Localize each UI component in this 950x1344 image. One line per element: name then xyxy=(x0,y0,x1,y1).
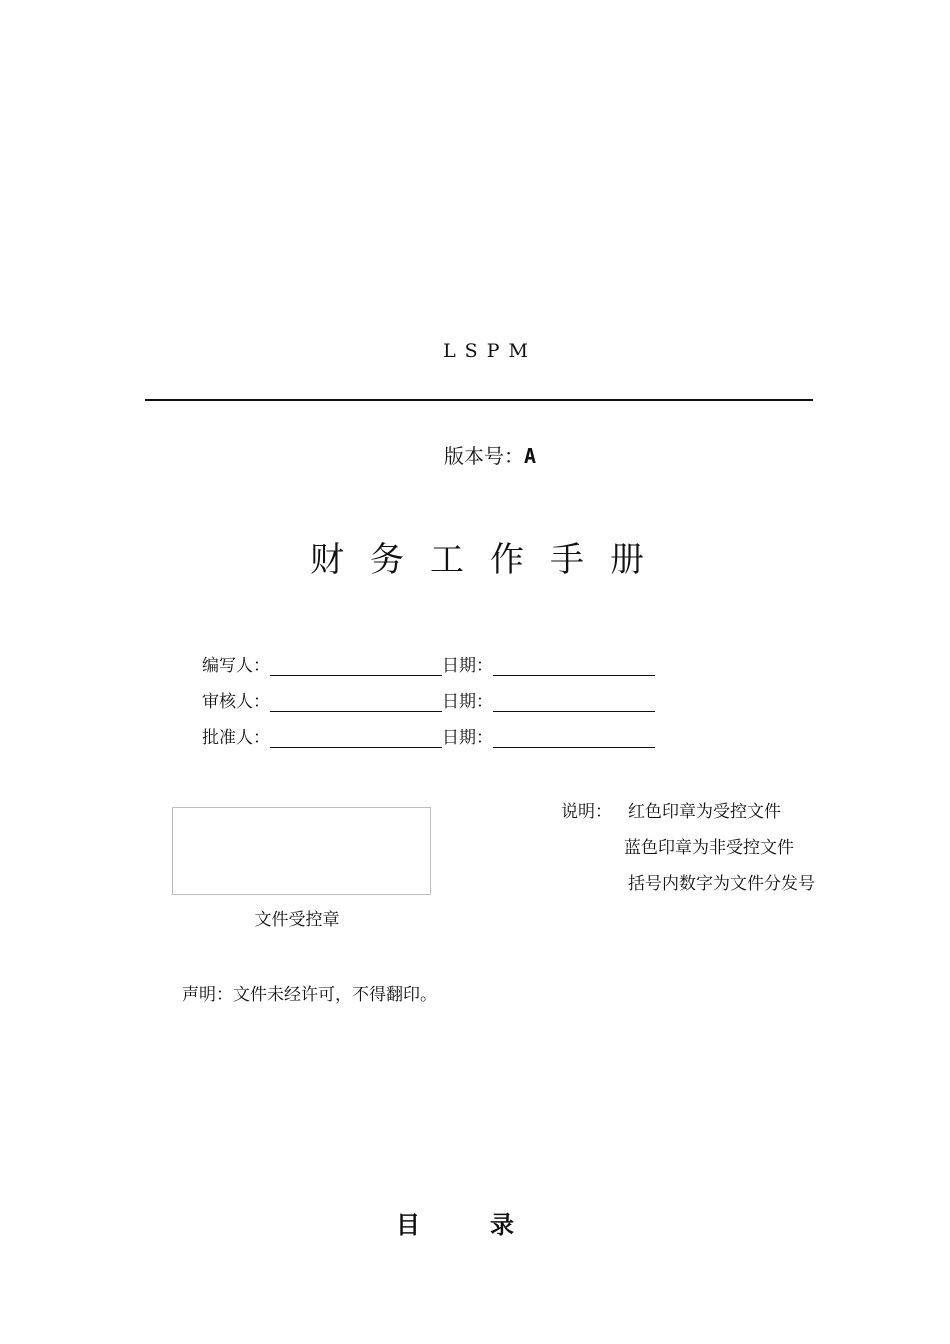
signature-role: 编写人： xyxy=(202,656,270,676)
version-value: A xyxy=(523,444,537,468)
note-line: 括号内数字为文件分发号 xyxy=(628,874,815,894)
signature-role: 批准人： xyxy=(202,728,270,748)
signature-date-blank xyxy=(493,693,655,712)
signature-name-blank xyxy=(270,729,442,748)
signature-row-approver xyxy=(202,724,655,748)
version-label: 版本号： xyxy=(443,444,524,468)
declaration: 声明：文件未经许可，不得翻印。 xyxy=(182,985,437,1005)
signature-date-label: 日期： xyxy=(442,728,493,748)
signature-row-reviewer xyxy=(202,688,655,712)
note-line: 红色印章为受控文件 xyxy=(628,802,781,822)
signature-date-label: 日期： xyxy=(442,656,493,676)
version-line xyxy=(0,440,950,469)
signature-name-blank xyxy=(270,657,442,676)
note-line: 蓝色印章为非受控文件 xyxy=(624,838,794,858)
toc-heading: 目录 xyxy=(396,1211,584,1239)
control-stamp-box xyxy=(172,807,431,895)
signature-row-author xyxy=(202,652,655,676)
signature-role: 审核人： xyxy=(202,692,270,712)
signature-name-blank xyxy=(270,693,442,712)
signature-date-label: 日期： xyxy=(442,692,493,712)
header-rule xyxy=(145,399,813,401)
signature-date-blank xyxy=(493,729,655,748)
document-title: 财务工作手册 xyxy=(310,540,670,580)
control-stamp-label: 文件受控章 xyxy=(254,910,340,930)
notes-label: 说明： xyxy=(561,802,612,822)
signature-date-blank xyxy=(493,657,655,676)
company-name: LSPM xyxy=(443,340,537,362)
